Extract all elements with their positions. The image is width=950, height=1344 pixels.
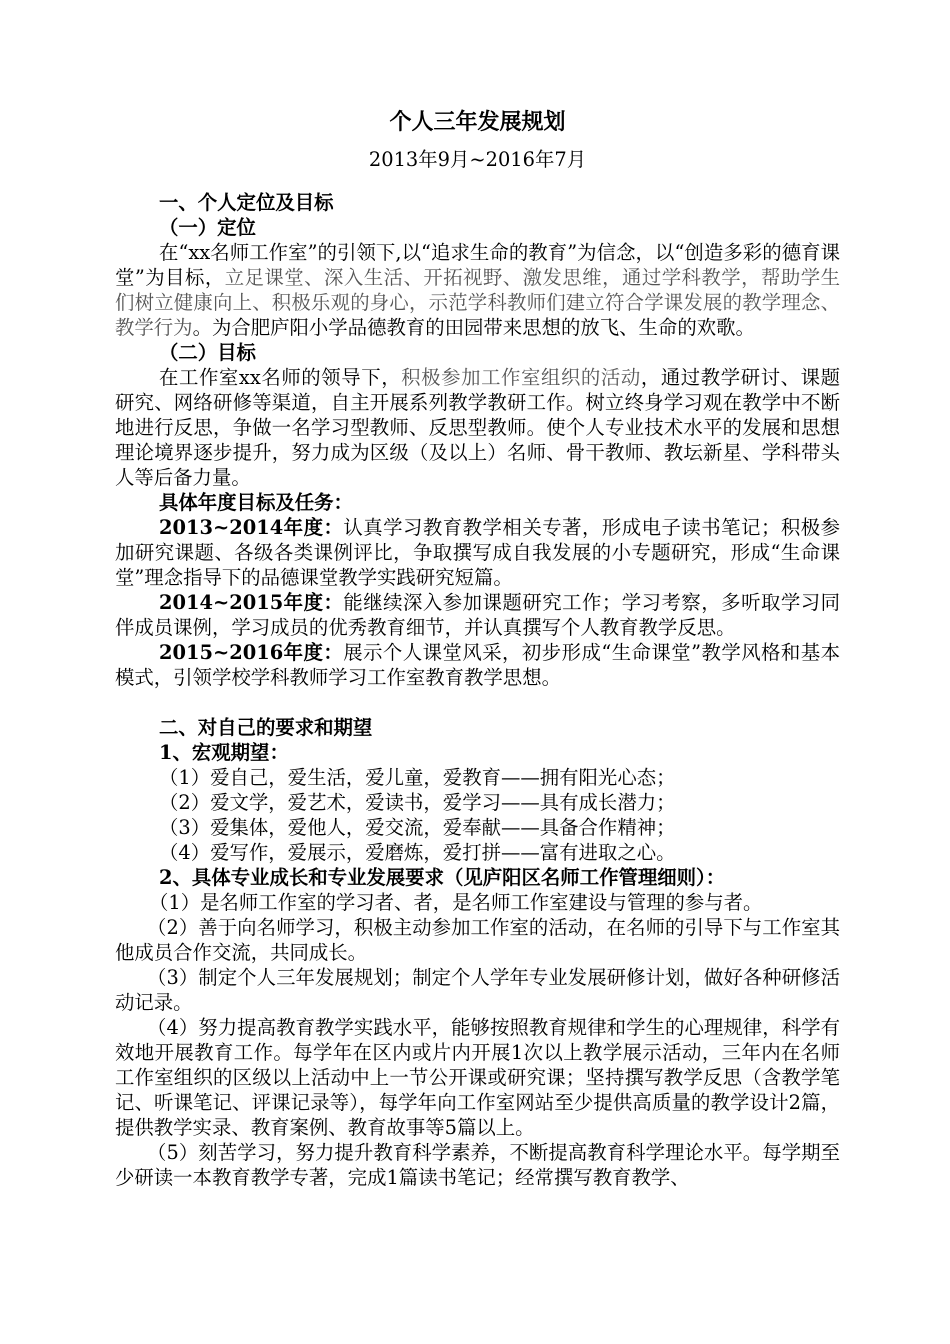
year-paragraph: [115, 515, 840, 590]
goal-text-a: 在工作室xx名师的领导下，: [159, 366, 402, 389]
requirement-item: （5）刻苦学习，努力提升教育科学素养，不断提高教育科学理论水平。每学期至少研读一本教育教学专著，完成1篇读书笔记；经常撰写教育教学、: [115, 1141, 840, 1189]
document-date-range: 2013年9月~2016年7月: [368, 148, 587, 171]
year-label: 2013~2014年度：: [159, 516, 344, 539]
goal-text-c: ，通过教学研讨、课题研究、网络研修等渠道，自主开展系列教学教研工作。树立终身学习观在教学中不断地进行反思，争做一名学习型教师、反思型教师。使个人专业技术水平的发展和思想理论境界逐步提升，努力成为区级（及以上）名师、骨干教师、教坛新星、学科带头人等后备力量。: [115, 366, 841, 489]
section2-heading: 二、对自己的要求和期望: [159, 716, 373, 739]
macro-item: （4）爱写作，爱展示，爱磨炼，爱打拼——富有进取之心。: [159, 841, 676, 864]
requirement-item: （1）是名师工作室的学习者、者，是名师工作室建设与管理的参与者。: [149, 891, 763, 914]
positioning-text-c: 。为合肥庐阳小学品德教育的田园带来思想的放飞、生命的欢歌。: [192, 316, 755, 339]
requirement-item: （2）善于向名师学习，积极主动参加工作室的活动，在名师的引导下与工作室其他成员合作交流，共同成长。: [115, 916, 840, 964]
document-page: [115, 105, 840, 1190]
year-label: 2015~2016年度：: [159, 641, 344, 664]
year-paragraph: [115, 590, 840, 640]
positioning-heading: （一）定位: [159, 216, 256, 239]
positioning-text-b: 立足课堂、深入生活、开拓视野、激发思维，通过学科教学，帮助学生们树立健康向上、积极乐观的身心，示范学科教师们建立符合学课发展的教学理念、教学行为: [115, 266, 840, 339]
macro-item: （3）爱集体，爱他人，爱交流，爱奉献——具备合作精神；: [159, 816, 676, 839]
positioning-paragraph: [115, 240, 840, 340]
year-label: 2014~2015年度：: [159, 591, 344, 614]
yearly-goals-heading: 具体年度目标及任务：: [159, 491, 353, 514]
blank-line: [115, 690, 840, 715]
requirement-item: （3）制定个人三年发展规划；制定个人学年专业发展研修计划，做好各种研修活动记录。: [115, 966, 840, 1014]
professional-requirements-heading: 2、具体专业成长和专业发展要求（见庐阳区名师工作管理细则）：: [159, 866, 726, 889]
macro-expectations-heading: 1、宏观期望：: [159, 741, 289, 764]
year-paragraph: [115, 640, 840, 690]
document-title: 个人三年发展规划: [389, 109, 566, 135]
year-text: 认真学习教育教学相关专著，形成电子读书笔记；积极参加研究课题、各级各类课例评比，争取撰写成自我发展的小专题研究，形成“生命课堂”理念指导下的品德课堂教学实践研究短篇。: [115, 516, 841, 589]
goal-text-b: 积极参加工作室组织的活动: [401, 366, 641, 389]
year-text: 能继续深入参加课题研究工作；学习考察，多听取学习同伴成员课例，学习成员的优秀教育细节，并认真撰写个人教育教学反思。: [115, 591, 841, 639]
positioning-text-a: 在“xx名师工作室”的引领下,以“追求生命的教育”为信念，以“创造多彩的德育课堂”为目标，: [115, 241, 840, 289]
requirement-item: （4）努力提高教育教学实践水平，能够按照教育规律和学生的心理规律，科学有效地开展教育工作。每学年在区内或片内开展1次以上教学展示活动，三年内在名师工作室组织的区级以上活动中上一节公开课或研究课；坚持撰写教学反思（含教学笔记、听课笔记、评课记录等），每学年向工作室网站至少提供高质量的教学设计2篇，提供教学实录、教育案例、教育故事等5篇以上。: [115, 1016, 840, 1139]
year-text: 展示个人课堂风采，初步形成“生命课堂”教学风格和基本模式，引领学校学科教师学习工作室教育教学思想。: [115, 641, 841, 689]
section1-heading: 一、个人定位及目标: [159, 191, 334, 214]
goal-heading: （二）目标: [159, 341, 256, 364]
goal-paragraph: [115, 365, 840, 490]
macro-item: （2）爱文学，爱艺术，爱读书，爱学习——具有成长潜力；: [159, 791, 676, 814]
macro-item: （1）爱自己，爱生活，爱儿童，爱教育——拥有阳光心态；: [159, 766, 676, 789]
